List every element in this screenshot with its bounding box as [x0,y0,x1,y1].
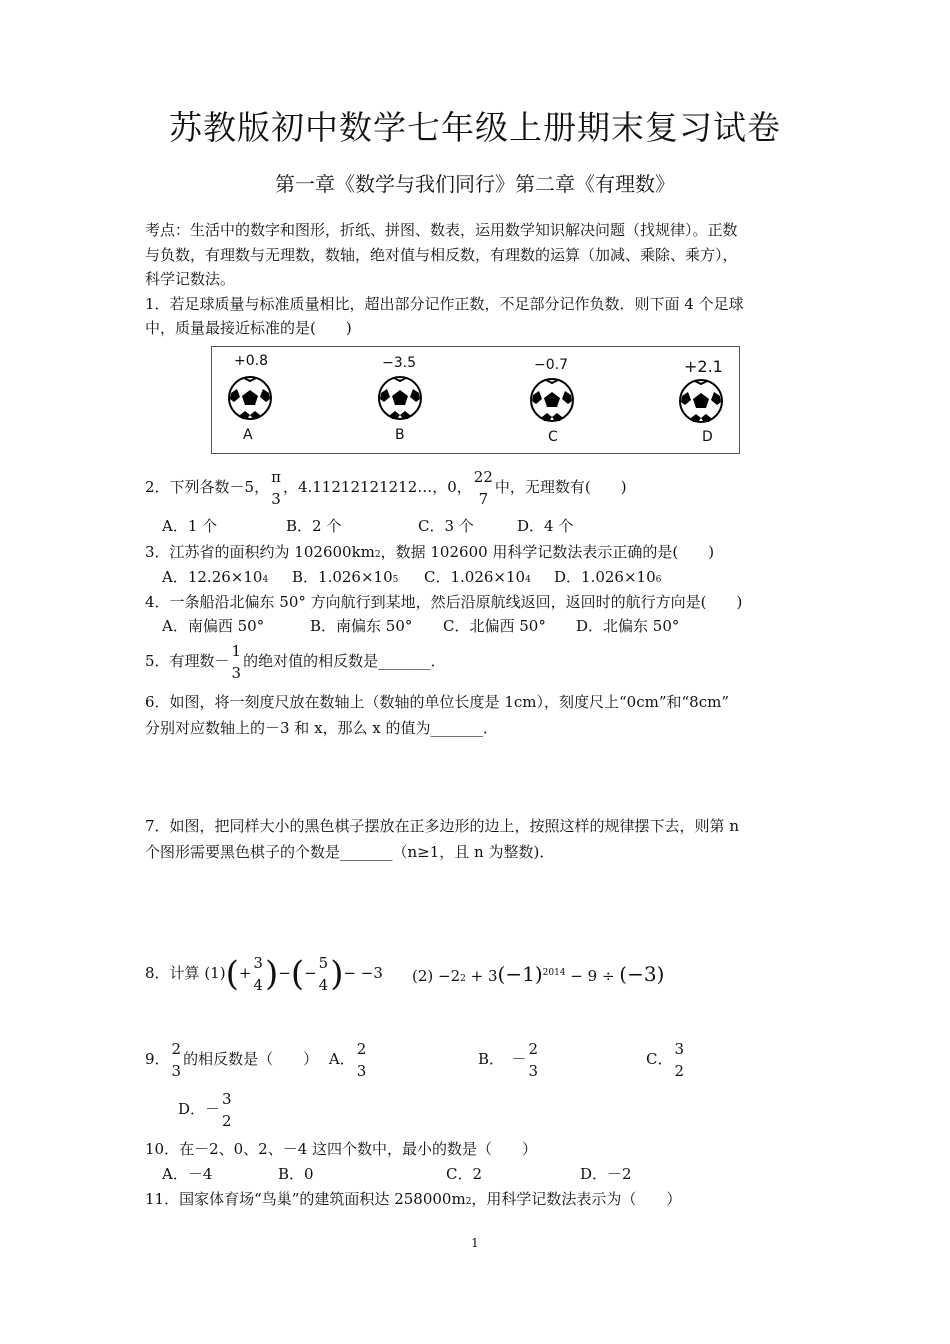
q1-line-2: 中，质量最接近标准的是( ) [145,319,352,337]
q9-option-a-label: A． [328,1050,355,1068]
fraction-denominator: 3 [528,1062,539,1080]
q5-suffix: 的绝对值的相反数是_______． [243,652,446,670]
q8-stem [145,950,383,997]
fraction-denominator: 3 [231,664,242,682]
option-fraction [674,1038,684,1082]
q2-stem [145,466,627,510]
page-title: 苏教版初中数学七年级上册期末复习试卷 [169,108,781,147]
q4-stem: 4．一条船沿北偏东 50° 方向航行到某地，然后沿原航线返回，返回时的航行方向是( ) [145,593,743,611]
right-paren: ) [264,954,279,994]
fraction-numerator: 2 [356,1040,367,1058]
q9-fraction [172,1038,182,1082]
q2-22-7-fraction [474,466,493,510]
ball-c-label: C [548,429,558,445]
soccer-ball-icon [529,377,575,423]
ball-d-value: +2.1 [684,357,723,376]
q9-option-d [178,1088,234,1132]
option-label: B． － [478,1050,527,1068]
page-number: 1 [471,1236,479,1250]
q9-option-a-fraction [357,1038,367,1082]
fraction-numerator: 3 [253,954,263,972]
exponent: 2014 [542,968,566,978]
fraction-numerator: 5 [318,954,329,972]
q4-option-c: C．北偏西 50° [443,617,546,635]
q8-part2-post: − 9 ÷ [565,967,620,985]
fraction-denominator: 3 [171,1062,182,1080]
q2-prefix: 2．下列各数－5， [145,478,270,496]
q10-stem: 10．在－2、0、2、－4 这四个数中，最小的数是（ ） [145,1140,538,1158]
q3-stem [145,540,714,567]
q9-option-b [478,1038,540,1082]
option-exponent: 6 [655,575,662,585]
q9-prefix: 9． [145,1050,170,1068]
q8-fraction-a [253,952,263,996]
ball-a-label: A [243,427,253,443]
exponent: 2 [465,1197,472,1207]
q11-pre: 11．国家体育场“鸟巢”的建筑面积达 258000m [145,1190,466,1208]
left-paren: ( [225,954,239,994]
ball-d-label: D [702,429,713,445]
fraction-denominator: 2 [222,1112,232,1130]
fraction-numerator: 2 [171,1040,182,1058]
option-base: D．1.026×10 [554,568,656,586]
fraction-denominator: 4 [318,976,329,994]
option-fraction [529,1038,539,1082]
q4-option-d: D．北偏东 50° [576,617,680,635]
q9-text: 的相反数是（ ） [183,1050,319,1068]
fraction-numerator: 3 [222,1090,232,1108]
ball-b-value: −3.5 [382,355,416,371]
q3-option-d [554,565,661,592]
q4-option-a: A．南偏西 50° [162,617,265,635]
q10-option-d: D．－2 [580,1165,632,1183]
q10-option-a: A．－4 [162,1165,213,1183]
q8-tail: − −3 [343,964,383,982]
fraction-numerator: 2 [528,1040,539,1058]
q2-suffix: 中，无理数有( ) [494,478,627,496]
fraction-denominator: 7 [478,490,489,508]
soccer-ball-icon [227,375,273,421]
fraction-numerator: π [271,468,281,486]
fraction-denominator: 4 [253,976,263,994]
q9-option-c [646,1038,686,1082]
q3-post: ，数据 102600 用科学记数法表示正确的是( ) [380,543,715,561]
q1-line-1: 1．若足球质量与标准质量相比，超出部分记作正数，不足部分记作负数．则下面 4 个足球 [145,295,744,313]
q6-line-1: 6．如图，将一刻度尺放在数轴上（数轴的单位长度是 1cm），刻度尺上“0cm”和“8cm” [145,693,729,711]
q2-option-a: A．1 个 [162,517,218,535]
q3-unit-exponent: 2 [374,550,381,560]
q8-part2-last: (−3) [619,962,665,986]
fraction-numerator: 3 [674,1040,685,1058]
fraction-denominator: 3 [271,490,281,508]
q8-label: 8．计算 [145,964,200,982]
q2-mid: ，4.11212121212…，0， [282,478,472,496]
option-exponent: 4 [262,575,269,585]
q9-stem [145,1038,368,1082]
q6-line-2: 分别对应数轴上的－3 和 x，那么 x 的值为_______． [145,719,499,737]
page-subtitle: 第一章《数学与我们同行》第二章《有理数》 [275,172,675,196]
kaodian-line-3: 科学记数法。 [145,270,236,288]
q11-post: ，用科学记数法表示为（ ） [471,1190,682,1208]
ball-c-value: −0.7 [534,357,568,373]
left-paren: ( [290,954,305,994]
q1-figure [211,346,740,454]
q10-option-b: B．0 [278,1165,314,1183]
q8-sign: + [238,964,252,982]
kaodian-line-1: 考点：生活中的数字和图形，折纸、拼图、数表，运用数学知识解决问题（找规律）。正数 [145,221,738,239]
fraction-denominator: 2 [674,1062,685,1080]
option-base: A．12.26×10 [162,568,263,586]
option-fraction [222,1088,232,1132]
q8-sign: − [304,964,317,982]
ball-a-value: +0.8 [234,353,268,369]
soccer-ball-icon [678,378,724,424]
q3-option-c [424,565,531,592]
q8-part2 [412,950,664,1002]
option-exponent: 4 [525,575,531,585]
q7-line-2: 个图形需要黑色棋子的个数是_______（n≥1，且 n 为整数)． [145,843,555,861]
q10-option-c: C．2 [446,1165,483,1183]
q3-pre: 3．江苏省的面积约为 102600km [145,543,375,561]
q8-part2-base: (−1) [497,962,543,986]
q11-stem [145,1187,681,1214]
fraction-numerator: 1 [231,642,242,660]
kaodian-line-2: 与负数，有理数与无理数，数轴，绝对值与相反数，有理数的运算（加减、乘除、乘方）， [145,246,738,264]
q8-fraction-b [319,952,329,996]
q8-part1-label: (1) [204,964,226,982]
option-exponent: 5 [392,575,399,585]
q2-option-d: D．4 个 [517,517,574,535]
fraction-denominator: 3 [356,1062,367,1080]
q5-prefix: 5．有理数－ [145,652,230,670]
q7-line-1: 7．如图，把同样大小的黑色棋子摆放在正多边形的边上，按照这样的规律摆下去，则第 n [145,817,739,835]
q5-fraction [232,640,242,684]
q8-part2-pre: (2) −2 [412,967,461,985]
q3-option-b [292,565,398,592]
q2-pi-fraction [271,466,281,510]
q8-operator: − [278,964,291,982]
q5-stem [145,640,446,684]
fraction-numerator: 22 [473,468,493,486]
soccer-ball-icon [377,375,423,421]
option-label: D．－ [178,1100,221,1118]
q2-option-b: B．2 个 [286,517,342,535]
q8-part2-mid: + 3 [465,967,498,985]
q2-option-c: C．3 个 [418,517,474,535]
option-base: B．1.026×10 [292,568,393,586]
right-paren: ) [330,954,344,994]
option-base: C．1.026×10 [424,568,526,586]
q3-option-a [162,565,268,592]
ball-b-label: B [395,427,405,443]
q4-option-b: B．南偏东 50° [310,617,413,635]
option-label: C． [646,1050,673,1068]
exponent: 2 [460,974,466,984]
